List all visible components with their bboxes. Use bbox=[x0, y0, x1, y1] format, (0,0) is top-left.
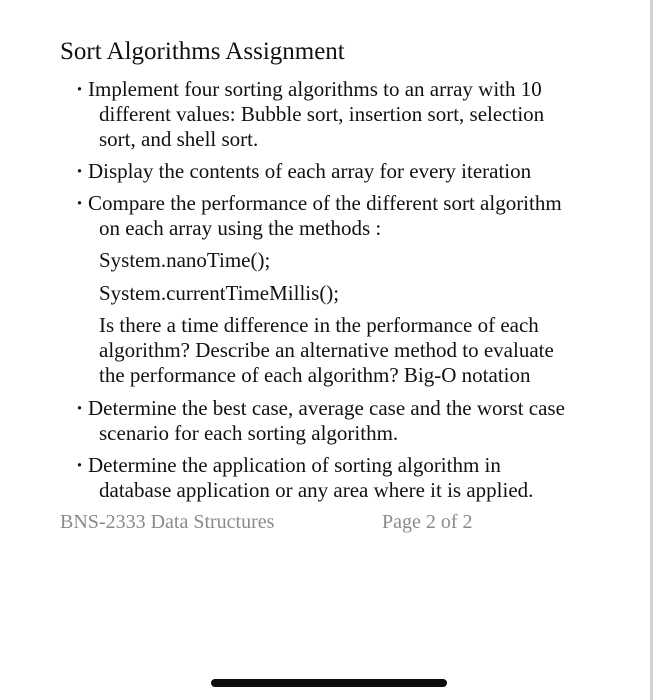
item-3-line-7: the performance of each algorithm? Big-O notation bbox=[99, 363, 531, 387]
bullet-icon: · bbox=[76, 396, 84, 420]
item-5-line-2: database application or any area where it is applied. bbox=[99, 478, 534, 502]
page-edge-divider bbox=[650, 0, 653, 700]
bullet-icon: · bbox=[76, 77, 84, 101]
footer-course: BNS-2333 Data Structures bbox=[60, 511, 275, 533]
bullet-icon: · bbox=[76, 159, 84, 183]
home-indicator[interactable] bbox=[211, 679, 447, 687]
item-5-line-1: Determine the application of sorting algorithm in bbox=[88, 453, 501, 477]
bullet-icon: · bbox=[76, 453, 84, 477]
item-4-line-2: scenario for each sorting algorithm. bbox=[99, 421, 399, 445]
item-2-line-1: Display the contents of each array for every iteration bbox=[88, 159, 532, 183]
item-4-line-1: Determine the best case, average case and the worst case bbox=[88, 396, 565, 420]
item-1-line-2: different values: Bubble sort, insertion sort, selection bbox=[99, 102, 545, 126]
item-1-line-1: Implement four sorting algorithms to an array with 10 bbox=[88, 77, 542, 101]
page-title: Sort Algorithms Assignment bbox=[60, 38, 345, 65]
code-line-currenttimemillis: System.currentTimeMillis(); bbox=[99, 281, 340, 305]
item-3-line-1: Compare the performance of the different sort algorithm bbox=[88, 191, 562, 215]
bullet-icon: · bbox=[76, 191, 84, 215]
item-3-line-6: algorithm? Describe an alternative method to evaluate bbox=[99, 338, 554, 362]
item-1-line-3: sort, and shell sort. bbox=[99, 127, 259, 151]
footer-page-number: Page 2 of 2 bbox=[382, 511, 473, 533]
item-3-line-5: Is there a time difference in the performance of each bbox=[99, 313, 539, 337]
item-3-line-2: on each array using the methods : bbox=[99, 216, 382, 240]
code-line-nanotime: System.nanoTime(); bbox=[99, 248, 271, 272]
